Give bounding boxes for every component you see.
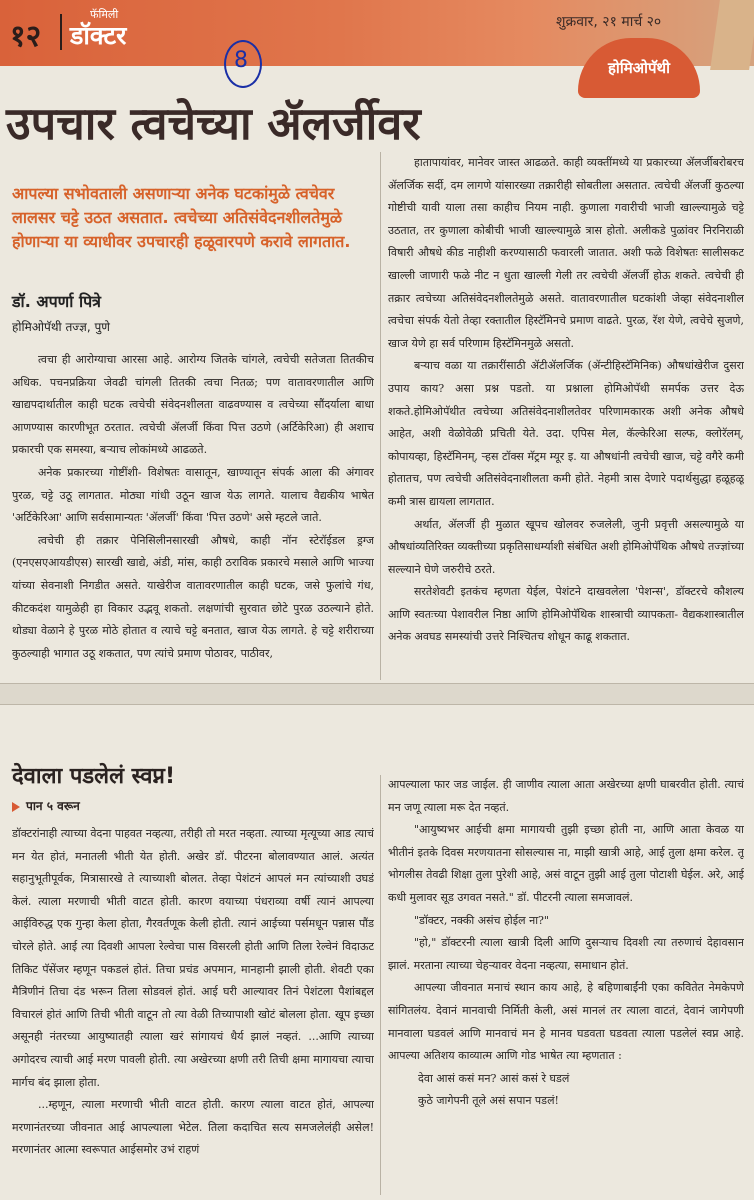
category-badge: होमिओपॅथी: [578, 38, 700, 98]
continued-from: [12, 797, 80, 814]
arrow-icon: [12, 802, 20, 812]
body-paragraph: "आयुष्यभर आईची क्षमा मागायची तुझी इच्छा होती ना, आणि आता केवळ या भीतीनं इतके दिवस मरणयातना सोसल्यास ना, माझी खात्री आहे, आई तुला क्षमा करेल. तू भोगलीस तेवढी शिक्षा तुला पुरेशी आहे, असं वाटून तुझी आई तुला पोटाशी घेईल. अरे, आई कधी मुलावर सूड उगवत नसते." डॉ. पीटरनी त्याला समजावलं.: [388, 823, 744, 904]
body-paragraph: अनेक प्रकारच्या गोष्टींशी- विशेषतः वासातून, खाण्यातून संपर्क आला की अंगावर पुरळ, चट्टे उठू लागतात. मोठ्या गांधी उठून खाज येऊ लागते. यालाच वैद्यकीय भाषेत 'अर्टिकेरिआ' आणि सर्वसामान्यतः 'ॲलर्जी' किंवा 'पित्त उठणे' असे म्हटले जाते.: [12, 465, 374, 525]
body-paragraph: त्वचेची ही तक्रार पेनिसिलीनसारखी औषधे, काही नॉन स्टेरॉईडल ड्रग्ज (एनएसएआयडीएस) सारखी खाद्ये, अंडी, मांस, काही ठराविक प्रकारचे मसाले आणि भाज्या यांच्या सेवनाशी निगडीत असते. याखेरीज वातावरणातील काही घटक, जसे फुलांचे गंध, कीटकदंश यामुळेही हा विकार उद्भवू शकतो. लक्षणांची सुरवात छोटे पुरळ उठल्याने होते. थोड्या वेळाने हे पुरळ मोठे होतात व त्याचे चट्टे बनतात, खाज येऊ लागते. हे चट्टे शरीराच्या कुठल्याही भागात उठू शकतात, पण त्यांचे प्रमाण पोठावर, पाठीवर,: [12, 533, 374, 660]
story-left-column: [12, 823, 374, 1195]
body-paragraph: हातापायांवर, मानेवर जास्त आढळते. काही व्यक्तींमध्ये या प्रकारच्या ॲलर्जीबरोबरच ॲलर्जिक सर्दी, दम लागणे यांसारख्या तक्रारीही सोबतीला असतात. त्वचेची ॲलर्जी कुठल्या गोष्टीची यावी याला तसा काहीच नियम नाही. कुणाला गवारीची भाजी खाल्ल्यामुळे चट्टे उठतात, तर कुणाला कोबीची भाजी खाल्ल्यामुळे त्रास होतो. अलीकडे पुळांवर निरनिराळी विषारी औषधे कीड नाहीशी करण्यासाठी फवारली जातात. अशी फळे विशेषतः सालीसकट खाल्ली जाणारी फळे नीट न धुता खाल्ली गेली तर त्वचेची ॲलर्जी होऊ शकते. त्वचेची ही तक्रार त्वचेच्या अतिसंवेदनशीलतेमुळे असते. वातावरणातील घटकांशी जेव्हा संवेदनाशील त्वचेचा संपर्क येतो तेव्हा रक्तातील हिस्टॅमिनचे प्रमाण वाढते. पुरळ, रॅश येणे, त्वचेचे सुजणे, खाज येणे हा सर्व परिणाम हिस्टॅमिनमुळे असतो.: [388, 156, 744, 350]
section-small-label: फॅमिली: [90, 8, 119, 21]
header-separator: [60, 14, 62, 50]
author-name: डॉ. अपर्णा पित्रे: [12, 292, 102, 311]
body-paragraph: बऱ्याच वळा या तक्रारींसाठी ॲटीॲलर्जिक (ॲन्टीहिस्टॅमिनिक) औषधांखेरीज दुसरा उपाय काय? असा प्रश्न पडतो. या प्रश्नाला होमिओपॅथी समर्पक उत्तर देऊ शकते.होमिओपॅथीत त्वचेच्या अतिसंवेदनाशीलतेवर परिणामकारक अशी अनेक औषधे आहेत, अशी वेळोवेळी प्रचिती येते. उदा. एपिस मेल, कॅल्केरिआ सल्फ, क्लोरॅलम्, कोपायव्हा, हिस्टॅमिनम्, ऱ्हस टॉक्स मॅट्रम म्यूर इ. या औषधांनी त्वचेची खाज, चट्टे वगैरे कमी होतातच, पण त्वचेची अतिसंवेदनाशीलता कमी होते. नेहमी त्रास देणारे पदार्थसुद्धा हळूहळू कमी त्रास द्यायला लागतात.: [388, 359, 744, 508]
body-paragraph: आपल्याला फार जड जाईल. ही जाणीव त्याला आता अखेरच्या क्षणी घाबरवीत होती. त्याचं मन जणू त्याला मरू देत नव्हतं.: [388, 778, 744, 814]
body-paragraph: ...म्हणून, त्याला मरणाची भीती वाटत होती. कारण त्याला वाटत होतं, आपल्या मरणानंतरच्या जीवनात आई आपल्याला भेटेल. तिला कदाचित सत्य समजलेलंही असेल! मरणानंतर आत्मा स्वरूपात आईसमोर उभं राहणं: [12, 1098, 374, 1157]
column-rule: [380, 775, 381, 1195]
story-title: देवाला पडलेलं स्वप्न!: [12, 764, 175, 789]
section-name: डॉक्टर: [70, 21, 127, 50]
body-paragraph: त्वचा ही आरोग्याचा आरसा आहे. आरोग्य जितके चांगले, त्वचेची सतेजता तितकीच अधिक. पचनप्रक्रिया जेवढी चांगली तितकी त्वचा नितळ; पण वातावरणातील आणि खाद्यपदार्थातील काही घटक त्वचेची संवेदनशीलता वाढवण्यास व त्वचेच्या सौंदर्याला बाधा आणण्यास कारणीभूत ठरतात. त्वचेची ॲलर्जी किंवा पित्त उठणे (अर्टिकेरिआ) ही अशाच प्रकारची एक समस्या, बऱ्याच लोकांमध्ये आढळते.: [12, 353, 374, 457]
body-paragraph: डॉक्टरांनाही त्याच्या वेदना पाहवत नव्हत्या, तरीही तो मरत नव्हता. त्याच्या मृत्यूच्या आड त्याचं मन येत होतं, मनातली भीती येत होती. अखेर डॉ. पीटरना बोलावण्यात आलं. अत्यंत सहानुभूतीपूर्वक, मित्रासारखे ते त्याच्याशी बोलत. तेव्हा पेशंटनं आपलं मन त्यांच्याशी उघडं केलं. त्याला मरणाची भीती वाटत होती. कारण वयाच्या पंधराव्या वर्षी त्यानं आपल्या आईविरुद्ध एक गुन्हा केला होता, गैरवर्तणूक केली होती. त्यानं आईच्या पर्समधून पन्नास पौंड चोरले होते. आई त्या दिवशी आपला रेल्वेचा पास विसरली होती आणि तिला रेल्वेनं विदाऊट तिकिट पॅसेंजर म्हणून पकडलं होतं. तिचा प्रचंड अपमान, मानहानी झाली होती. शेवटी एका मैत्रिणीनं तिचा दंड भरून तिला सोडवलं होतं. आई घरी आल्यावर तिनं पेशंटला पैशांबद्दल विचारलं होतं आणि तिची भीती वाटून तो त्या वेळी तिच्यापाशी खोटं बोलला होता. खूप इच्छा असूनही नंतरच्या आयुष्यातही त्याला खरं सांगायचं धैर्य झालं नव्हतं. ...आणि त्याच्या अगोदरच त्याची आई मरण पावली होती. त्या अखेरच्या क्षणी तरी तिची क्षमा मागायचा त्याचा मार्गच बंद झाला होता.: [12, 827, 374, 1089]
issue-date: शुक्रवार, २१ मार्च २०: [556, 14, 662, 30]
handwritten-mark: 8: [234, 48, 248, 73]
body-paragraph: "डॉक्टर, नक्की असंच होईल ना?": [414, 913, 549, 927]
body-paragraph: आपल्या जीवनात मनाचं स्थान काय आहे, हे बहिणाबाईंनी एका कवितेत नेमकेपणे सांगितलंय. देवानं मानवाची निर्मिती केली, असं मानलं तर त्याला वाटतं, देवानं जागेपणी मानवाला घडवलं आणि मानवाचं मन हे मानव घडवता घडवता त्याला पडलेलं स्वप्न आहे. आपल्या अतिशय काव्यात्म आणि गोड भाषेत त्या म्हणतात :: [388, 981, 744, 1063]
continued-label: पान ५ वरून: [26, 799, 80, 813]
body-paragraph: सरतेशेवटी इतकंच म्हणता येईल, पेशंटने दाखवलेला 'पेशन्स', डॉक्टरचे कौशल्य आणि स्वतःच्या पेशावरील निष्ठा आणि होमिओपॅथिक शास्त्राची व्यापकता- वैद्यकशास्त्रातील अनेक अवघड समस्यांची उत्तरे निश्चितच शोधून काढू शकतात.: [388, 585, 744, 644]
poem-line: कुठे जागेपनी तूले असं सपान पडलं!: [418, 1094, 559, 1108]
article-title: उपचार त्वचेच्या ॲलर्जीवर: [6, 97, 421, 150]
story-right-column: [388, 774, 744, 1194]
article-divider: [0, 683, 754, 705]
poem-line: देवा आसं कसं मन? आसं कसं रे घडलं: [418, 1071, 570, 1085]
page-number: १२: [10, 19, 42, 54]
column-rule: [380, 152, 381, 680]
body-paragraph: "हो," डॉक्टरनी त्याला खात्री दिली आणि दुसऱ्याच दिवशी त्या तरुणाचं देहावसान झालं. मरताना त्याच्या चेहऱ्यावर वेदना नव्हत्या, समाधान होतं.: [388, 936, 744, 972]
article-left-column: [12, 349, 374, 679]
body-paragraph: अर्थात, ॲलर्जी ही मुळात खूपच खोलवर रुजलेली, जुनी प्रवृत्ती असल्यामुळे या औषधांव्यतिरिक्त व्यक्तीच्या प्रकृतिसाधर्म्याशी संबंधित अशी होमिओपॅथिक औषधे तज्ज्ञांच्या सल्ल्याने घेणे जरुरीचे ठरते.: [388, 517, 744, 576]
article-right-column: [388, 152, 744, 677]
author-role: होमिओपॅथी तज्ज्ञ, पुणे: [12, 320, 110, 334]
article-subhead: आपल्या सभोवताली असणाऱ्या अनेक घटकांमुळे त्वचेवर लालसर चट्टे उठत असतात. त्वचेच्या अतिसंवेदनशीलतेमुळे होणाऱ्या या व्याधीवर उपचारही हळूवारपणे करावे लागतात.: [12, 184, 351, 251]
